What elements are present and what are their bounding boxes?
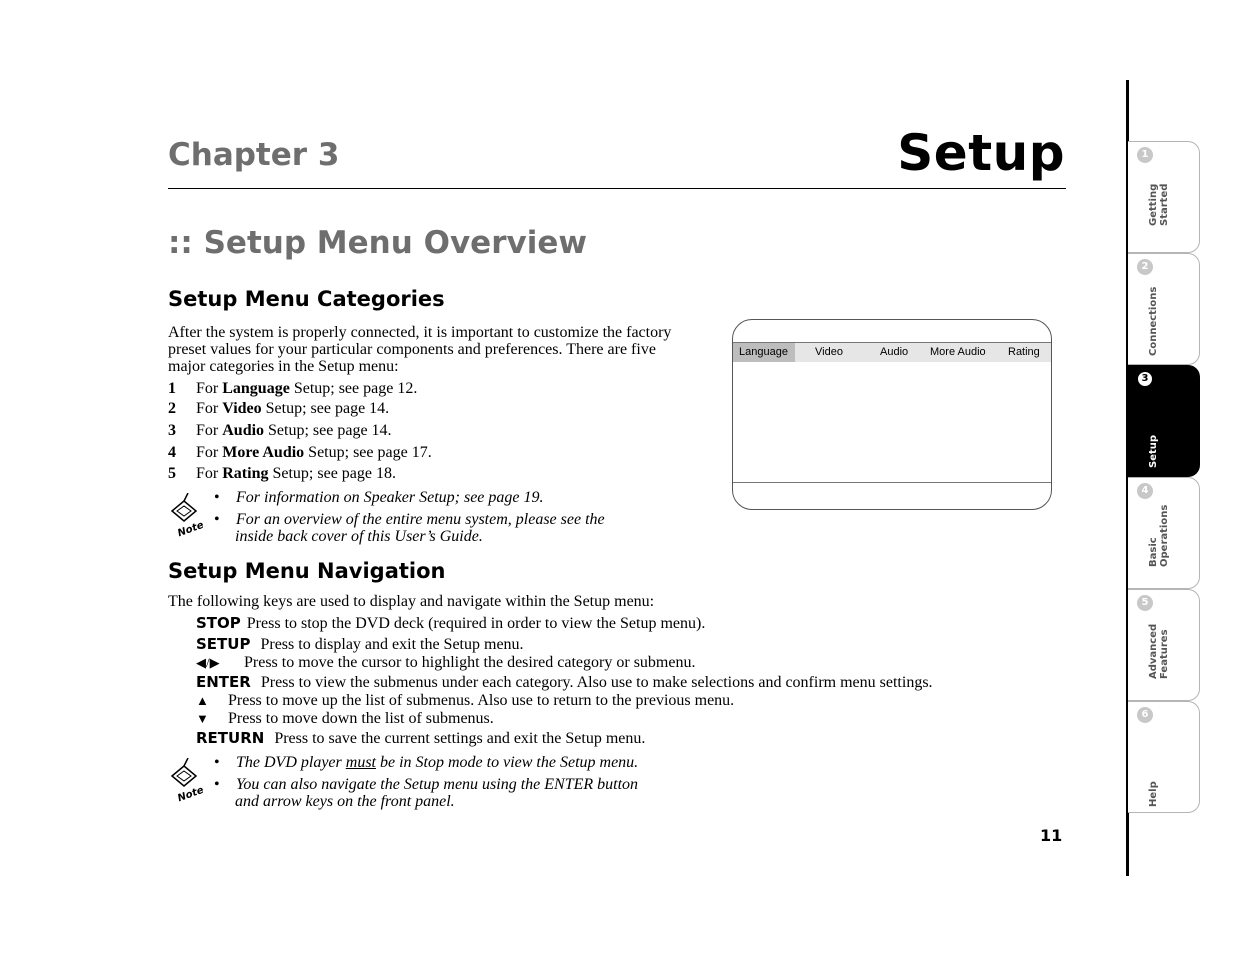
key-label: RETURN xyxy=(196,729,265,747)
intro-line: After the system is properly connected, it is important to customize the factory xyxy=(168,324,672,341)
item-text: For xyxy=(196,465,223,482)
note-item xyxy=(214,511,605,545)
key-label: SETUP xyxy=(196,635,251,653)
key-desc: Press to move the cursor to highlight the desired category or submenu. xyxy=(244,654,696,671)
item-text: For xyxy=(196,444,223,461)
chapter-number-icon: 2 xyxy=(1137,259,1153,275)
bullet: • xyxy=(214,489,220,506)
category-item xyxy=(168,400,389,417)
item-text: For xyxy=(196,380,223,397)
note-text: You can also navigate the Setup menu using the ENTER button xyxy=(236,776,639,793)
chapter-number-icon: 4 xyxy=(1137,483,1153,499)
item-text: For xyxy=(196,400,223,417)
bullet: • xyxy=(214,754,220,771)
item-text: Setup; see page 14. xyxy=(264,422,392,439)
side-tab-setup[interactable] xyxy=(1128,365,1200,477)
key-row xyxy=(196,730,645,747)
intro-line: major categories in the Setup menu: xyxy=(168,358,399,375)
left-right-arrow-icon: ◀/▶ xyxy=(196,655,220,670)
down-arrow-icon: ▼ xyxy=(196,711,209,726)
screen-tab-rating: Rating xyxy=(1008,346,1040,358)
note-icon xyxy=(168,493,208,537)
item-text: Setup; see page 17. xyxy=(304,444,432,461)
navigation-heading: Setup Menu Navigation xyxy=(168,559,446,583)
page-number: 11 xyxy=(1040,826,1063,845)
key-desc: Press to view the submenus under each category. Also use to make selections and confirm menu settings. xyxy=(260,674,933,691)
note-item xyxy=(214,754,638,771)
side-tab-label: Getting Started xyxy=(1148,183,1170,226)
side-tab-label: Setup xyxy=(1148,434,1159,468)
category-item xyxy=(168,380,417,397)
screen-tab-language: Language xyxy=(739,346,788,358)
side-tab-label: Advanced Features xyxy=(1148,623,1170,679)
key-row xyxy=(196,674,933,691)
key-desc: Press to move up the list of submenus. Also use to return to the previous menu. xyxy=(228,692,735,709)
note-text: The DVD player xyxy=(236,754,346,771)
item-number: 2 xyxy=(168,400,176,417)
categories-heading: Setup Menu Categories xyxy=(168,287,445,311)
note-text: and arrow keys on the front panel. xyxy=(235,793,455,810)
navigation-intro: The following keys are used to display and navigate within the Setup menu: xyxy=(168,593,655,610)
screen-tab-bar xyxy=(733,343,1051,362)
note-text: be in Stop mode to view the Setup menu. xyxy=(376,754,639,771)
key-label: ENTER xyxy=(196,673,251,691)
chapter-number-icon: 6 xyxy=(1137,707,1153,723)
screen-tab-more-audio: More Audio xyxy=(930,346,986,358)
side-tab-label: Help xyxy=(1148,781,1159,807)
note-icon-label: Note xyxy=(176,784,206,802)
setup-menu-screen xyxy=(732,319,1052,510)
side-tab-advanced-features[interactable] xyxy=(1128,589,1200,701)
item-number: 3 xyxy=(168,422,176,439)
side-tab-getting-started[interactable] xyxy=(1128,141,1200,253)
categories-intro xyxy=(168,324,713,375)
chapter-number-icon: 3 xyxy=(1137,371,1153,387)
key-desc: Press to move down the list of submenus. xyxy=(228,710,494,727)
key-label: STOP xyxy=(196,614,241,632)
bullet: • xyxy=(214,511,220,528)
item-text: Setup; see page 12. xyxy=(289,380,418,397)
intro-line: preset values for your particular components and preferences. There are five xyxy=(168,341,656,358)
key-row xyxy=(196,654,695,671)
chapter-number-icon: 5 xyxy=(1137,595,1153,611)
item-number: 4 xyxy=(168,444,176,461)
item-number: 5 xyxy=(168,465,176,482)
item-bold: Video xyxy=(222,400,262,417)
item-text: Setup; see page 18. xyxy=(268,465,396,482)
item-text: For xyxy=(196,422,223,439)
note-icon-label: Note xyxy=(176,519,206,537)
item-bold: Language xyxy=(222,380,290,397)
screen-divider xyxy=(733,482,1051,483)
item-bold: Rating xyxy=(222,465,269,482)
category-item xyxy=(168,465,396,482)
screen-tab-audio: Audio xyxy=(880,346,909,358)
note-icon xyxy=(168,758,208,802)
category-item xyxy=(168,422,392,439)
key-row xyxy=(196,710,494,727)
section-title: :: Setup Menu Overview xyxy=(168,225,587,261)
side-tab-label: Connections xyxy=(1148,286,1159,356)
side-tab-label: Basic Operations xyxy=(1148,504,1170,567)
chapter-label: Chapter 3 xyxy=(168,137,340,173)
up-arrow-icon: ▲ xyxy=(196,693,209,708)
item-text: Setup; see page 14. xyxy=(261,400,390,417)
note-text: For an overview of the entire menu system, please see the xyxy=(236,511,605,528)
bullet: • xyxy=(214,776,220,793)
key-desc: Press to stop the DVD deck (required in order to view the Setup menu). xyxy=(246,615,706,632)
key-desc: Press to save the current settings and exit the Setup menu. xyxy=(274,730,646,747)
key-row xyxy=(196,615,705,632)
page-title: Setup xyxy=(897,124,1065,182)
note-item xyxy=(214,489,544,506)
side-tab-basic-operations[interactable] xyxy=(1128,477,1200,589)
note-text: For information on Speaker Setup; see page 19. xyxy=(236,489,544,506)
item-number: 1 xyxy=(168,380,176,397)
header-rule xyxy=(168,188,1066,189)
category-item xyxy=(168,444,432,461)
note-text: inside back cover of this User’s Guide. xyxy=(235,528,483,545)
key-desc: Press to display and exit the Setup menu. xyxy=(260,636,524,653)
item-bold: More Audio xyxy=(222,444,305,461)
note-item xyxy=(214,776,638,810)
chapter-number-icon: 1 xyxy=(1137,147,1153,163)
side-tab-help[interactable] xyxy=(1128,701,1200,813)
side-tab-connections[interactable] xyxy=(1128,253,1200,365)
item-bold: Audio xyxy=(222,422,265,439)
note-emphasis: must xyxy=(345,754,376,771)
key-row xyxy=(196,692,734,709)
screen-tab-video: Video xyxy=(815,346,843,358)
key-row xyxy=(196,636,524,653)
